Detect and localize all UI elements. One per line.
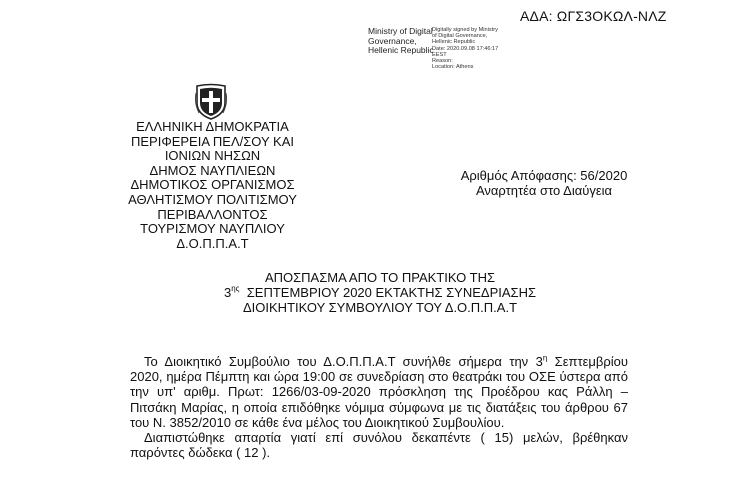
signer-line: Governance, <box>368 35 417 46</box>
issuer-line: ΑΘΛΗΤΙΣΜΟΥ ΠΟΛΙΤΙΣΜΟΥ <box>128 191 297 207</box>
signer-line: Hellenic Republic <box>368 45 434 55</box>
document-body <box>130 354 628 460</box>
paragraph-1-rest: Σεπτεμβρίου 2020, ημέρα Πέμπτη και ώρα 19:00 σε συνεδρίαση στο θεατράκι του ΟΣΕ ύστερα από την υπ' αριθμ. Πρωτ: 1266/03-09-2020 πρόσκληση της Προέδρου κας Ράλλη – Πιτσάκη Μαρίας, η οποία επιδόθηκε νόμιμα σύμφωνα με τις διατάξεις του άρθρου 67 του Ν. 3852/2010 σε κάθε ένα μέλος του Διοικητικού Συμβουλίου. <box>130 354 628 430</box>
ada-code: ΑΔΑ: ΩΓΣ3ΟΚΩΛ-ΝΛΖ <box>520 8 667 24</box>
signature-detail-line: Hellenic Republic <box>432 39 476 46</box>
signature-detail-line: Digitally signed by Ministry <box>432 27 498 33</box>
title-line-2-text: ΣΕΠΤΕΜΒΡΙΟΥ 2020 ΕΚΤΑΚΤΗΣ ΣΥΝΕΔΡΙΑΣΗΣ <box>239 285 537 300</box>
issuer-header <box>100 120 325 251</box>
issuer-line: Δ.Ο.Π.Π.Α.Τ <box>176 235 249 251</box>
document-title <box>170 270 590 315</box>
paragraph-1-day-suffix: η <box>542 353 548 363</box>
issuer-line: ΔΗΜΟΣ ΝΑΥΠΛΙΕΩΝ <box>149 162 276 178</box>
decision-number: Αριθμός Απόφασης: 56/2020 <box>460 168 628 183</box>
body-paragraph-2: Διαπιστώθηκε απαρτία γιατί επί συνόλου δεκαπέντε ( 15) μελών, βρέθηκαν παρόντες δώδεκα ( 12 ). <box>130 430 628 461</box>
coat-of-arms-icon <box>194 83 228 121</box>
digital-signature-signer <box>368 27 434 56</box>
issuer-line: ΙΟΝΙΩΝ ΝΗΣΩΝ <box>164 148 261 164</box>
digital-signature-details <box>432 27 498 70</box>
issuer-line: ΕΛΛΗΝΙΚΗ ΔΗΜΟΚΡΑΤΙΑ <box>136 119 289 134</box>
title-day-suffix: ης <box>231 283 240 293</box>
signature-detail-line: Date: 2020.09.08 17:46:17 <box>432 45 499 52</box>
signature-detail-line: EEST <box>432 51 447 58</box>
diavgeia-notice: Αναρτητέα στο Διαύγεια <box>475 183 613 198</box>
title-line-1: ΑΠΟΣΠΑΣΜΑ ΑΠΟ ΤΟ ΠΡΑΚΤΙΚΟ ΤΗΣ <box>264 270 496 285</box>
issuer-line: ΔΗΜΟΤΙΚΟΣ ΟΡΓΑΝΙΣΜΟΣ <box>130 177 295 193</box>
issuer-line: ΤΟΥΡΙΣΜΟΥ ΝΑΥΠΛΙΟΥ <box>140 221 285 237</box>
issuer-line: ΠΕΡΙΒΑΛΛΟΝΤΟΣ <box>157 206 268 222</box>
signature-detail-line: Location: Athens <box>432 64 474 71</box>
signature-detail-line: of Digital Governance, <box>432 33 488 40</box>
title-line-3: ΔΙΟΙΚΗΤΙΚΟΥ ΣΥΜΒΟΥΛΙΟΥ ΤΟΥ Δ.Ο.Π.Π.Α.Τ <box>242 300 518 315</box>
paragraph-1-start: Το Διοικητικό Συμβούλιο του Δ.Ο.Π.Π.Α.Τ συνήλθε σήμερα την 3 <box>144 354 543 369</box>
signer-line: Ministry of Digital <box>368 26 433 36</box>
title-line-2 <box>170 285 590 300</box>
issuer-line: ΠΕΡΙΦΕΡΕΙΑ ΠΕΛ/ΣΟΥ ΚΑΙ <box>131 133 294 149</box>
signature-detail-line: Reason: <box>432 58 453 65</box>
title-day: 3 <box>223 285 232 300</box>
decision-info <box>449 168 639 198</box>
body-paragraph-1 <box>130 354 628 430</box>
